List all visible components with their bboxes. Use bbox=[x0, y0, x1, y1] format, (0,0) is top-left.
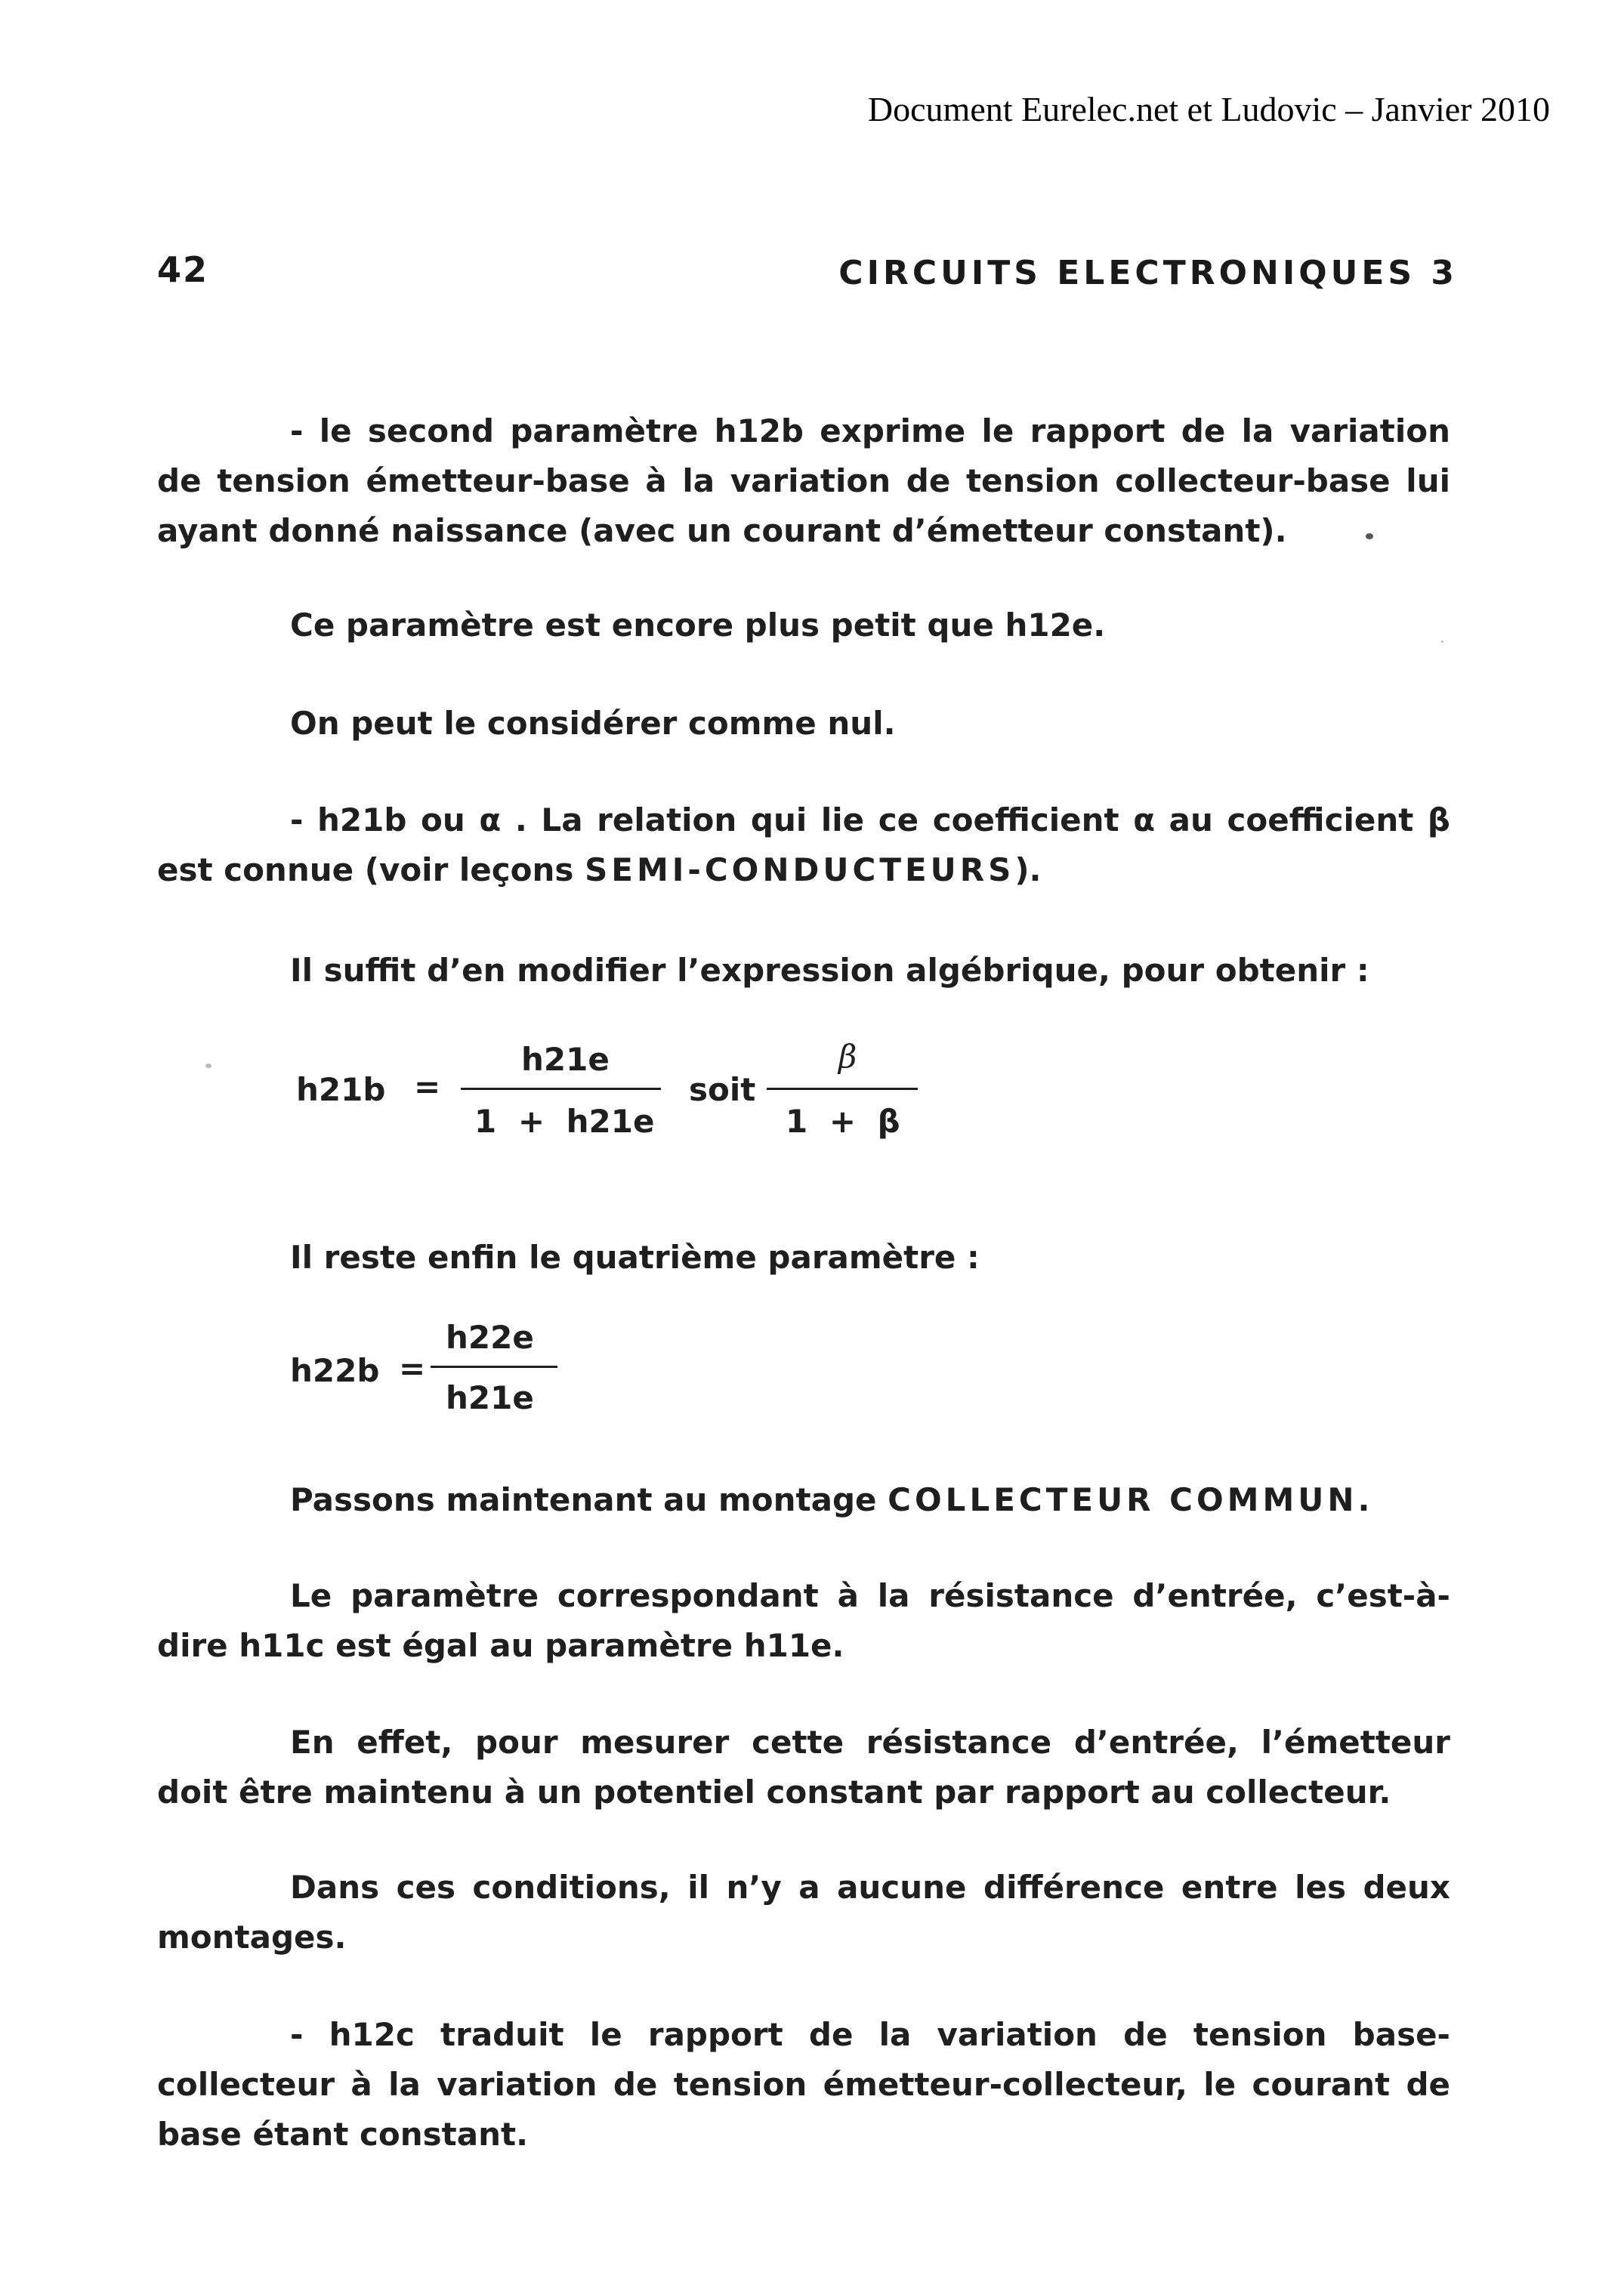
paragraph-h21b-text: - h21b ou α . La relation qui lie ce coefficient α au coefficient β est connue (voir leçons bbox=[157, 801, 1450, 888]
scan-speck bbox=[205, 1064, 211, 1068]
paragraph-h11c: Le paramètre correspondant à la résistance d’entrée, c’est-à-dire h11c est égal au paramètre h11e. bbox=[157, 1577, 1450, 1664]
paragraph-fourth-parameter: Il reste enfin le quatrième paramètre : bbox=[290, 1239, 980, 1276]
formula-h21b-denominator: 1 + h21e bbox=[474, 1103, 655, 1140]
paragraph-collecteur-commun-end: . bbox=[1357, 1481, 1370, 1518]
document-source-line: Document Eurelec.net et Ludovic – Janvier 2010 bbox=[867, 90, 1550, 128]
paragraph-modify-expression: Il suffit d’en modifier l’expression algébrique, pour obtenir : bbox=[290, 952, 1369, 989]
formula-soit: soit bbox=[689, 1071, 756, 1108]
paragraph-collecteur-commun-text: Passons maintenant au montage bbox=[290, 1481, 888, 1518]
semi-conducteurs-reference: SEMI-CONDUCTEURS bbox=[585, 851, 1015, 888]
paragraph-dans-ces-conditions: Dans ces conditions, il n’y a aucune différence entre les deux montages. bbox=[157, 1869, 1450, 1956]
running-title: CIRCUITS ELECTRONIQUES 3 bbox=[838, 254, 1458, 292]
scan-speck bbox=[1441, 641, 1443, 643]
formula-beta-fraction-bar bbox=[767, 1088, 918, 1090]
formula-h22b-fraction-bar bbox=[431, 1366, 557, 1368]
collecteur-commun-heading: COLLECTEUR COMMUN bbox=[888, 1481, 1358, 1518]
paragraph-collecteur-commun bbox=[290, 1475, 1450, 1525]
formula-h22b-lhs: h22b bbox=[290, 1352, 380, 1389]
paragraph-consider-null: On peut le considérer comme nul. bbox=[290, 705, 896, 742]
formula-h21b-equals: = bbox=[414, 1068, 441, 1105]
paragraph-h12c: - h12c traduit le rapport de la variation de tension base-collecteur à la variation de tension émetteur-collecteur, le courant de base étant constant. bbox=[157, 2016, 1450, 2153]
paragraph-h21b-end: ). bbox=[1014, 851, 1042, 888]
paragraph-en-effet: En effet, pour mesurer cette résistance d’entrée, l’émetteur doit être maintenu à un potentiel constant par rapport au collecteur. bbox=[157, 1724, 1450, 1811]
formula-h21b-lhs: h21b bbox=[296, 1071, 386, 1108]
page-number: 42 bbox=[157, 249, 209, 290]
formula-beta-numerator: β bbox=[838, 1038, 857, 1075]
formula-h21b-fraction-bar bbox=[461, 1088, 661, 1090]
formula-h22b-equals: = bbox=[399, 1350, 426, 1387]
formula-h22b-numerator: h22e bbox=[446, 1319, 534, 1356]
formula-h22b-denominator: h21e bbox=[446, 1379, 534, 1416]
paragraph-h21b-alpha bbox=[157, 795, 1450, 895]
scan-speck bbox=[1366, 533, 1373, 539]
paragraph-smaller-than-h12e: Ce paramètre est encore plus petit que h12e. bbox=[290, 607, 1106, 644]
paragraph-h12b: - le second paramètre h12b exprime le rapport de la variation de tension émetteur-base à la variation de tension collecteur-base lui ayant donné naissance (avec un courant d’émetteur constant). bbox=[157, 412, 1450, 549]
formula-beta-denominator: 1 + β bbox=[786, 1103, 900, 1140]
formula-h21b-numerator: h21e bbox=[521, 1041, 610, 1078]
